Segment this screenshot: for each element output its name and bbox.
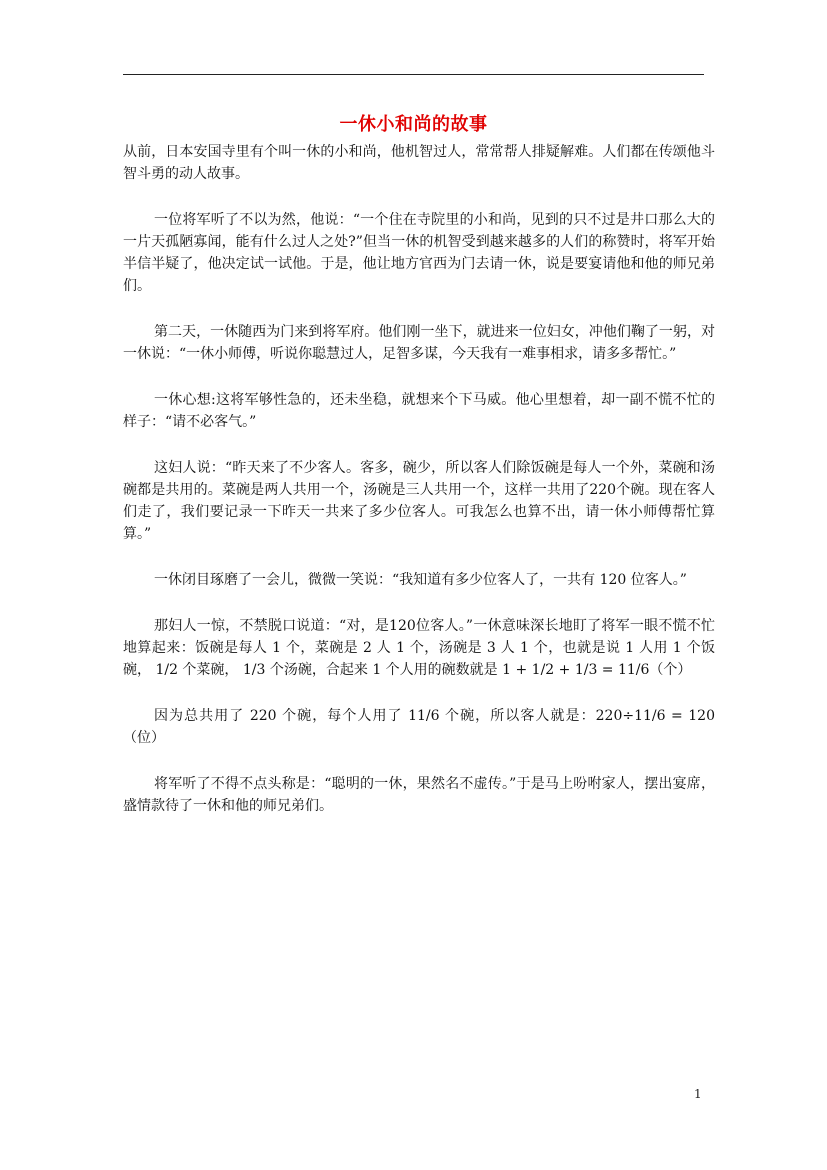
paragraph-intro: 从前，日本安国寺里有个叫一休的小和尚，他机智过人，常常帮人排疑解难。人们都在传颂他斗智斗勇的动人故事。 <box>123 144 715 182</box>
paragraph-second-day: 第二天，一休随西为门来到将军府。他们刚一坐下，就进来一位妇女，冲他们鞠了一躬，对一休说：“一休小师傅，听说你聪慧过人，足智多谋，今天我有一难事相求，请多多帮忙。” <box>123 324 715 362</box>
document-title: 一休小和尚的故事 <box>339 114 488 135</box>
paragraph-conclusion: 将军听了不得不点头称是：“聪明的一休，果然名不虚传。”于是马上吩咐家人，摆出宴席，盛情款待了一休和他的师兄弟们。 <box>123 776 715 814</box>
paragraph-total: 因为总共用了 220 个碗，每个人用了 11/6 个碗，所以客人就是：220÷11/6 = 120（位） <box>123 708 715 746</box>
header-rule <box>123 74 704 75</box>
paragraph-general-doubt: 一位将军听了不以为然，他说：“一个住在寺院里的小和尚，见到的只不过是井口那么大的一片天孤陋寡闻，能有什么过人之处?”但当一休的机智受到越来越多的人们的称赞时，将军开始半信半疑了，他决定试一试他。于是，他让地方官西为门去请一休，说是要宴请他和他的师兄弟们。 <box>123 212 715 294</box>
paragraph-calculation: 那妇人一惊，不禁脱口说道：“对，是120位客人。”一休意味深长地盯了将军一眼不慌不忙地算起来：饭碗是每人 1 个，菜碗是 2 人 1 个，汤碗是 3 人 1 个，也就是说 1 人用 1 个饭碗， 1/2 个菜碗， 1/3 个汤碗，合起来 1 个人用的碗数就是 1 + 1/2 + 1/3 = 11/6（个） <box>123 618 715 678</box>
document-body <box>123 141 715 841</box>
page-number: 1 <box>694 1087 702 1101</box>
paragraph-woman-problem: 这妇人说：“昨天来了不少客人。客多，碗少，所以客人们除饭碗是每人一个外，菜碗和汤碗都是共用的。菜碗是两人共用一个，汤碗是三人共用一个，这样一共用了220个碗。现在客人们走了，我们要记录一下昨天一共来了多少位客人。可我怎么也算不出，请一休小师傅帮忙算算。” <box>123 460 715 542</box>
paragraph-ikkyu-thought: 一休心想:这将军够性急的，还未坐稳，就想来个下马威。他心里想着，却一副不慌不忙的样子：“请不必客气。” <box>123 392 715 430</box>
paragraph-ikkyu-answer: 一休闭目琢磨了一会儿，微微一笑说：“我知道有多少位客人了，一共有 120 位客人。” <box>154 572 687 588</box>
